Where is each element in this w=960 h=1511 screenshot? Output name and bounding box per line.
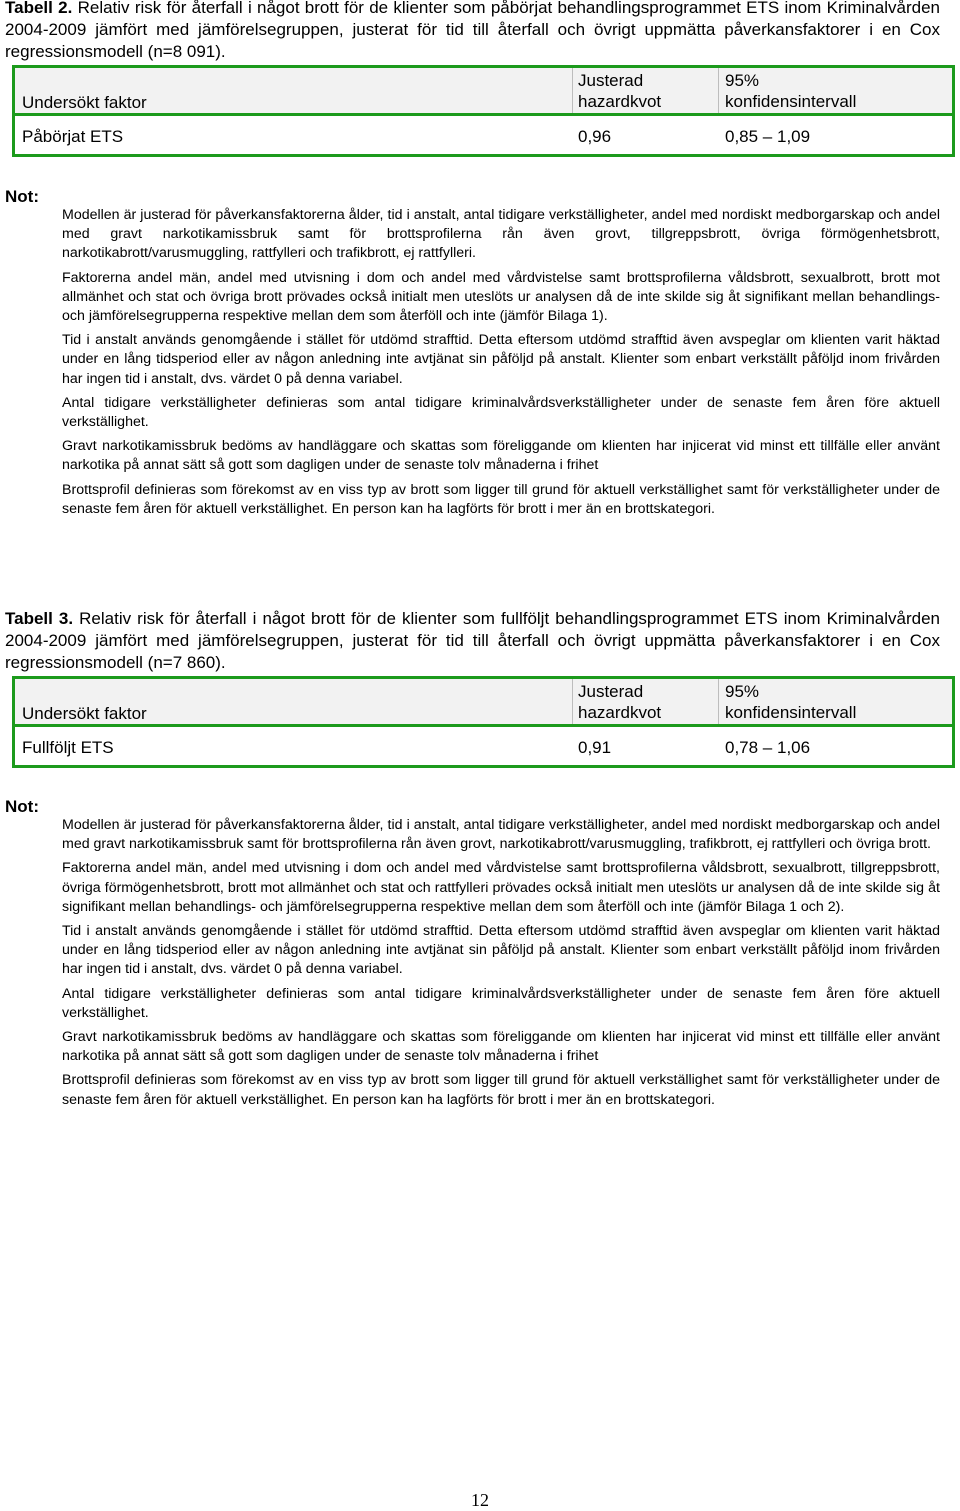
- table3-caption: [5, 608, 940, 674]
- table2-column-divider: [718, 68, 719, 113]
- table3-note: Brottsprofil definieras som förekomst av en viss typ av brott som ligger till grund för aktuell verkställighet samt för verkställigheter under de senaste fem åren för aktuell verkställighet. En person kan ha lagförts för brott i mer än en brottskategori.: [62, 1072, 940, 1108]
- table3: [12, 676, 955, 768]
- table2-note: Faktorerna andel män, andel med utvisning i dom och andel med vårdvistelse samt brottsprofilerna våldsbrott, sexualbrott, brott mot allmänhet och stat och övriga brott prövades också initialt men uteslöts ur analysen då de inte skilde sig åt signifikant mellan behandlings- och jämförelsegrupperna respektive mellan dem som återföll och inte (jämför Bilaga 1).: [62, 269, 940, 325]
- table2-note: Tid i anstalt används genomgående i stället för utdömd strafftid. Detta eftersom utdömd strafftid även avspeglar om klienten varit häktad under en lång tidsperiod eller av någon anledning inte avtjänat sin påföljd på anstalt. Klienter som enbart verkställt påföljd inom frivården har ingen tid i anstalt, dvs. värdet 0 på denna variabel.: [62, 332, 940, 387]
- table3-note: Modellen är justerad för påverkansfaktorerna ålder, tid i anstalt, antal tidigare verkställigheter, andel med nordiskt medborgarskap och andel med gravt narkotikamissbruk samt för brottsprofilerna rån även grovt, narkotikabrott/varusmuggling, trafikbrott, ej rattfylleri och övriga brott.: [62, 817, 940, 853]
- table3-note: Faktorerna andel män, andel med utvisning i dom och andel med vårdvistelse samt brottsprofilerna våldsbrott, sexualbrott, tillgreppsbrott, övriga förmögenhetsbrott, brott mot allmänhet och stat och rattfylleri prövades också initialt men uteslöts ur analysen då de inte skilde sig åt signifikant mellan behandlings- och jämförelsegrupperna respektive mellan dem som återföll och inte (jämför Bilaga 1 och 2).: [62, 860, 940, 915]
- table2-notes: [62, 206, 940, 524]
- page-number: 12: [471, 1490, 489, 1510]
- table2-note: Modellen är justerad för påverkansfaktorerna ålder, tid i anstalt, antal tidigare verkställigheter, andel med nordiskt medborgarskap och andel med gravt narkotikamissbruk samt för brottsprofilerna rån även grovt, tillgreppsbrott, övriga förmögenhetsbrott, narkotikabrott/varusmuggling, rattfylleri och trafikbrott, ej rattfylleri.: [62, 207, 940, 262]
- table2-caption: [5, 0, 940, 63]
- table3-note: Antal tidigare verkställigheter definieras som antal tidigare kriminalvårdsverkställigheter under de senaste fem åren före aktuell verkställighet.: [62, 985, 940, 1021]
- table3-caption-lead: Tabell 3.: [5, 609, 74, 628]
- table2-note: Gravt narkotikamissbruk bedöms av handläggare och skattas som föreliggande om klienten har injicerat vid minst ett tillfälle eller använt narkotika på annat sätt så gott som dagligen under de senaste tolv månaderna i frihet: [62, 438, 940, 474]
- table3-cell-factor: Fullföljt ETS: [22, 738, 114, 757]
- table3-header-hazard: Justerad hazardkvot: [578, 682, 662, 722]
- table2-caption-text: Relativ risk för återfall i något brott för de klienter som påbörjat behandlingsprogrammet ETS inom Kriminalvården 2004-2009 jämfört med jämförelsegruppen, justerat för tid till återfall och övrigt uppmätta påverkansfaktorer i en Cox regressionsmodell (n=8 091).: [5, 0, 940, 61]
- table2: [12, 65, 955, 157]
- table3-column-divider: [572, 679, 573, 724]
- table3-notes: [62, 816, 940, 1115]
- table3-header-factor: Undersökt faktor: [22, 704, 147, 723]
- table3-note: Gravt narkotikamissbruk bedöms av handläggare och skattas som föreliggande om klienten har injicerat vid minst ett tillfälle eller använt narkotika på annat sätt så gott som dagligen under de senaste tolv månaderna i frihet: [62, 1029, 940, 1065]
- table2-header-ci: 95% konfidensintervall: [725, 71, 857, 111]
- table2-data-row: [15, 116, 952, 157]
- table3-cell-ci: 0,78 – 1,06: [725, 738, 811, 757]
- table2-cell-factor: Påbörjat ETS: [22, 127, 124, 146]
- table2-note: Brottsprofil definieras som förekomst av en viss typ av brott som ligger till grund för aktuell verkställighet samt för verkställigheter under de senaste fem åren för aktuell verkställighet. En person kan ha lagförts för brott i mer än en brottskategori.: [62, 481, 940, 517]
- table2-column-divider: [572, 68, 573, 113]
- table2-note: Antal tidigare verkställigheter definieras som antal tidigare kriminalvårdsverkställigheter under de senaste fem åren före aktuell verkställighet.: [62, 394, 940, 431]
- table2-header-factor: Undersökt faktor: [22, 93, 147, 112]
- table3-header-row: [15, 679, 952, 727]
- table2-cell-ci: 0,85 – 1,09: [725, 127, 811, 146]
- table2-cell-hazard: 0,96: [578, 127, 612, 146]
- table3-not-label: Not:: [5, 797, 39, 816]
- table3-note: Tid i anstalt används genomgående i stället för utdömd strafftid. Detta eftersom utdömd strafftid även avspeglar om klienten varit häktad under en lång tidsperiod eller av någon anledning inte avtjänat sin påföljd på anstalt. Klienter som enbart verkställt påföljd inom frivården har ingen tid i anstalt, dvs. värdet 0 på denna variabel.: [62, 923, 940, 978]
- table3-cell-hazard: 0,91: [578, 738, 612, 757]
- table3-caption-text: Relativ risk för återfall i något brott för de klienter som fullföljt behandlingsprogrammet ETS inom Kriminalvården 2004-2009 jämfört med jämförelsegruppen, justerat för tid till återfall och övrigt uppmätta påverkansfaktorer i en Cox regressionsmodell (n=7 860).: [5, 609, 940, 672]
- table3-header-ci: 95% konfidensintervall: [725, 682, 857, 722]
- table2-caption-lead: Tabell 2.: [5, 0, 73, 17]
- table2-not-label: Not:: [5, 187, 39, 206]
- table3-column-divider: [718, 679, 719, 724]
- table3-data-row: [15, 727, 952, 768]
- table2-header-hazard: Justerad hazardkvot: [578, 71, 662, 111]
- table2-header-row: [15, 68, 952, 116]
